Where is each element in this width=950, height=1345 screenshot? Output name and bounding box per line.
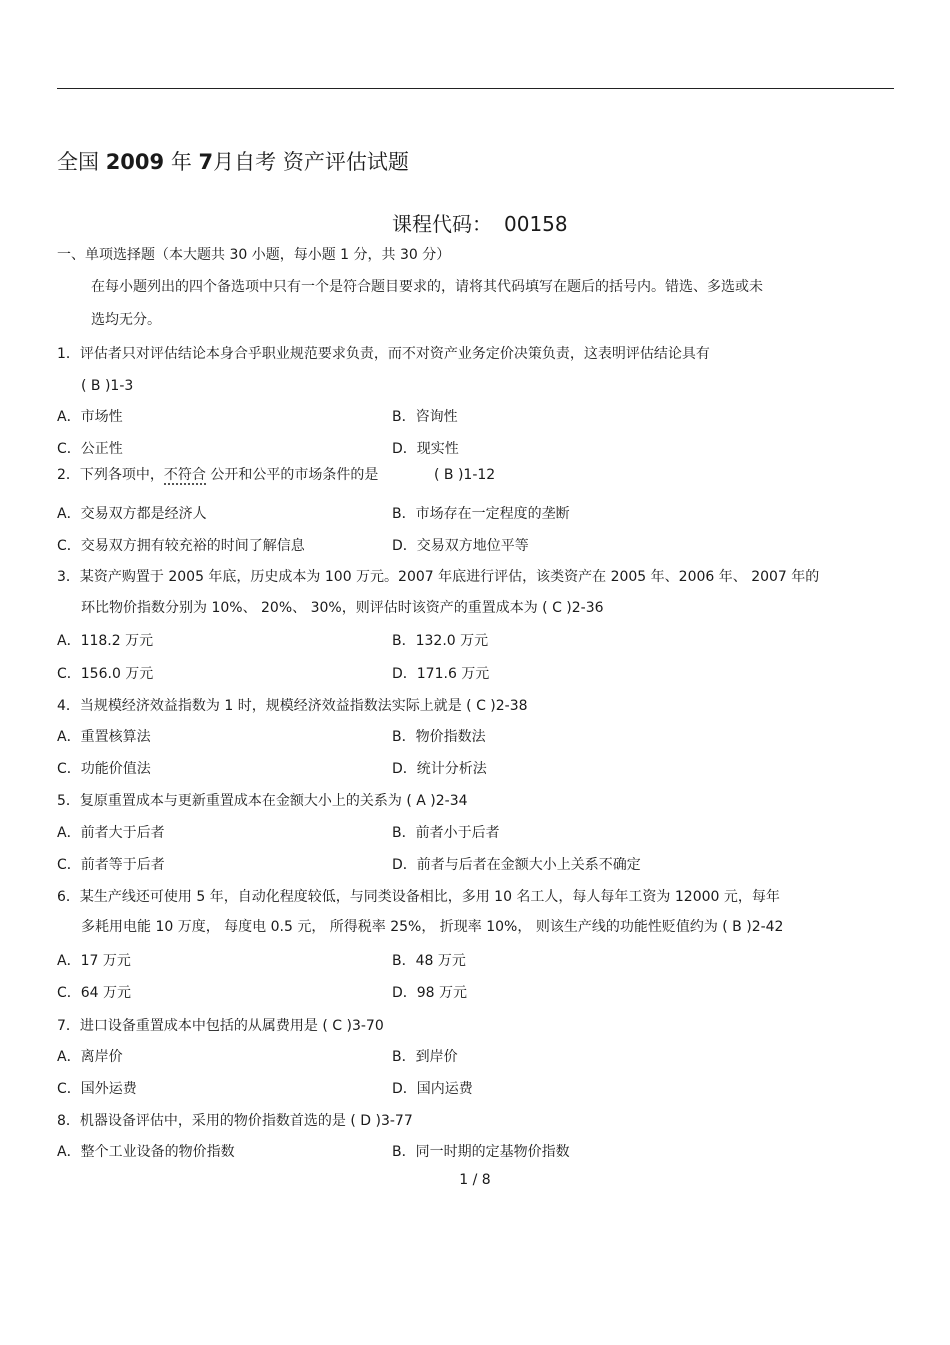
question-stem-post: 公开和公平的市场条件的是 (205, 467, 379, 483)
option-a: A．17 万元 (57, 953, 131, 969)
option-a: A．市场性 (57, 409, 123, 425)
option-b: B．前者小于后者 (392, 825, 500, 841)
option-b: B．48 万元 (392, 953, 466, 969)
title-prefix: 全国 (57, 150, 99, 174)
title-year-suffix: 年 (170, 150, 192, 174)
option-d: D．前者与后者在金额大小上关系不确定 (392, 857, 641, 873)
section-instruction: 在每小题列出的四个备选项中只有一个是符合题目要求的，请将其代码填写在题后的括号内。错选、多选或未 (91, 279, 763, 295)
section-instruction-cont: 选均无分。 (91, 312, 161, 328)
emphasis-text: 不符合 (163, 467, 206, 483)
question-stem (57, 466, 378, 484)
option-d: D．统计分析法 (392, 761, 487, 777)
top-rule (57, 88, 894, 89)
question-stem-pre: 2．下列各项中， (57, 467, 164, 483)
option-c: C．156.0 万元 (57, 666, 154, 682)
question-stem: 7．进口设备重置成本中包括的从属费用是 ( C )3-70 (57, 1018, 384, 1034)
option-a: A．重置核算法 (57, 729, 151, 745)
option-b: B．同一时期的定基物价指数 (392, 1144, 570, 1160)
question-answer: ( B )1-3 (81, 378, 134, 394)
option-d: D．现实性 (392, 441, 459, 457)
option-b: B．咨询性 (392, 409, 458, 425)
option-a: A．118.2 万元 (57, 633, 154, 649)
option-a: A．前者大于后者 (57, 825, 165, 841)
option-b: B．到岸价 (392, 1049, 458, 1065)
title-rest: 月自考 资产评估试题 (213, 150, 409, 174)
title-month: 7 (198, 150, 214, 174)
section-heading: 一、单项选择题（本大题共 30 小题，每小题 1 分，共 30 分） (57, 247, 451, 263)
option-d: D．98 万元 (392, 985, 468, 1001)
page-number: 1 / 8 (459, 1172, 491, 1188)
option-c: C．功能价值法 (57, 761, 151, 777)
question-stem: 1．评估者只对评估结论本身合乎职业规范要求负责，而不对资产业务定价决策负责，这表明评估结论具有 (57, 346, 710, 362)
option-a: A．交易双方都是经济人 (57, 506, 207, 522)
option-c: C．64 万元 (57, 985, 132, 1001)
option-a: A．整个工业设备的物价指数 (57, 1144, 235, 1160)
question-stem: 4．当规模经济效益指数为 1 时，规模经济效益指数法实际上就是 ( C )2-38 (57, 698, 528, 714)
option-b: B．物价指数法 (392, 729, 486, 745)
option-b: B．132.0 万元 (392, 633, 489, 649)
course-code-line (392, 208, 568, 237)
question-stem: 6．某生产线还可使用 5 年，自动化程度较低，与同类设备相比，多用 10 名工人，每人每年工资为 12000 元，每年 (57, 889, 780, 905)
option-b: B．市场存在一定程度的垄断 (392, 506, 570, 522)
option-d: D．交易双方地位平等 (392, 538, 529, 554)
question-stem: 3．某资产购置于 2005 年底，历史成本为 100 万元。2007 年底进行评估，该类资产在 2005 年、2006 年、 2007 年的 (57, 569, 820, 585)
option-c: C．国外运费 (57, 1081, 137, 1097)
option-a: A．离岸价 (57, 1049, 123, 1065)
question-answer: ( B )1-12 (434, 467, 496, 483)
question-stem: 5．复原重置成本与更新重置成本在金额大小上的关系为 ( A )2-34 (57, 793, 468, 809)
question-stem-cont: 多耗用电能 10 万度， 每度电 0.5 元， 所得税率 25%， 折现率 10%， 则该生产线的功能性贬值约为 ( B )2-42 (81, 919, 784, 935)
option-c: C．公正性 (57, 441, 123, 457)
option-c: C．交易双方拥有较充裕的时间了解信息 (57, 538, 305, 554)
title-year: 2009 (105, 150, 165, 174)
question-stem: 8．机器设备评估中，采用的物价指数首选的是 ( D )3-77 (57, 1113, 413, 1129)
question-stem-cont: 环比物价指数分别为 10%、 20%、 30%，则评估时该资产的重置成本为 ( C )2-36 (81, 600, 604, 616)
course-code-label: 课程代码： (392, 212, 492, 236)
option-d: D．国内运费 (392, 1081, 473, 1097)
option-d: D．171.6 万元 (392, 666, 490, 682)
course-code: 00158 (504, 212, 568, 236)
exam-title (57, 146, 409, 176)
option-c: C．前者等于后者 (57, 857, 165, 873)
